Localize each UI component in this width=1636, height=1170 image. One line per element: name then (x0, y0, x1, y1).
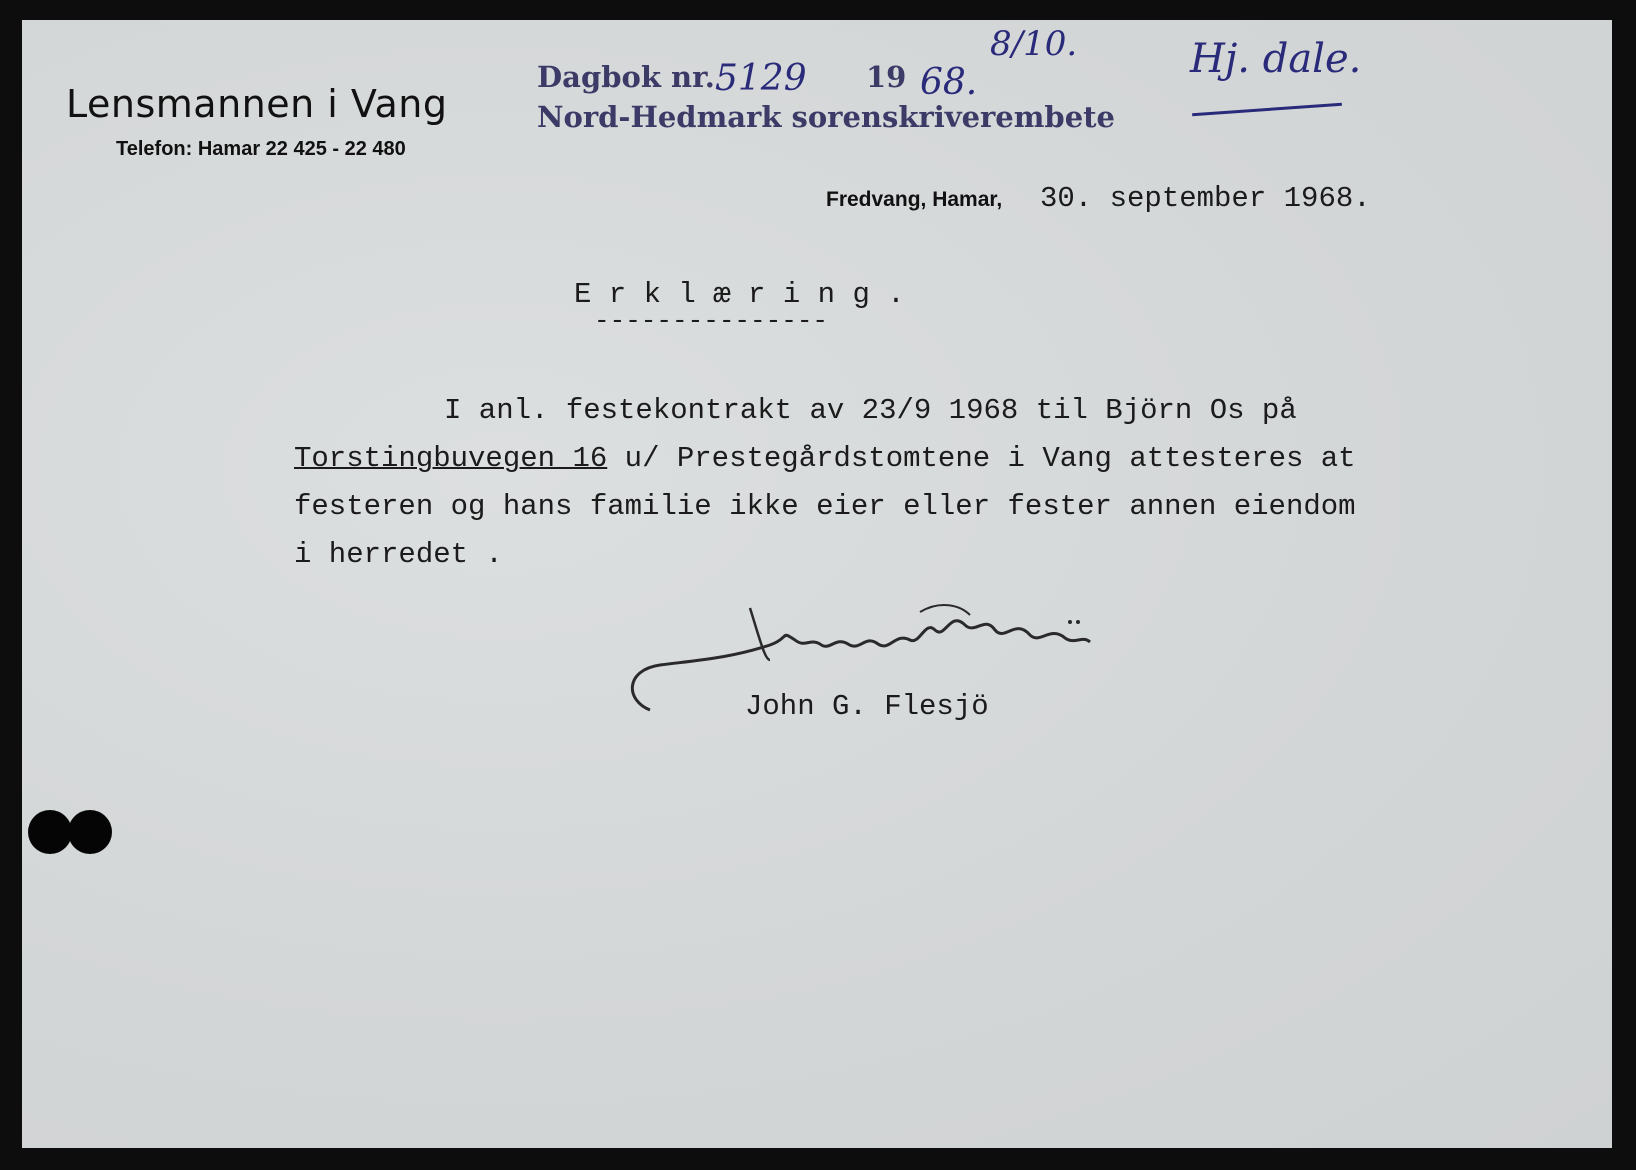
document-heading: E r k l æ r i n g . (574, 278, 905, 311)
stamp-dagbok-label: Dagbok nr. (537, 60, 715, 94)
letterhead-title: Lensmannen i Vang (66, 82, 448, 126)
punch-hole-left (28, 810, 72, 854)
body-line-4: i herredet . (294, 538, 503, 571)
handwritten-initials: Hj. dale. (1190, 36, 1362, 82)
address-text: Torstingbuvegen 16 (294, 442, 608, 475)
handwritten-date: 8/10. (990, 24, 1078, 64)
handwritten-journal-number: 5129 (715, 58, 807, 99)
letter-date: 30. september 1968. (1040, 182, 1371, 215)
handwritten-year: 68. (920, 62, 978, 103)
stamp-office: Nord-Hedmark sorenskriverembete (537, 100, 1116, 134)
letterhead-phone: Telefon: Hamar 22 425 - 22 480 (116, 138, 406, 160)
signer-name: John G. Flesjö (745, 690, 989, 723)
body-line-2 (294, 442, 1356, 475)
body-line-2-rest: u/ Prestegårdstomtene i Vang attesteres at (607, 442, 1356, 475)
body-line-3: festeren og hans familie ikke eier eller fester annen eiendom (294, 490, 1356, 523)
document-page (22, 20, 1612, 1148)
body-line-1: I anl. festekontrakt av 23/9 1968 til Björn Os på (444, 394, 1297, 427)
heading-rule: --------------- (594, 306, 829, 336)
stamp-year-prefix: 19 (866, 60, 907, 94)
punch-hole-right (68, 810, 112, 854)
place: Fredvang, Hamar, (826, 188, 1003, 211)
